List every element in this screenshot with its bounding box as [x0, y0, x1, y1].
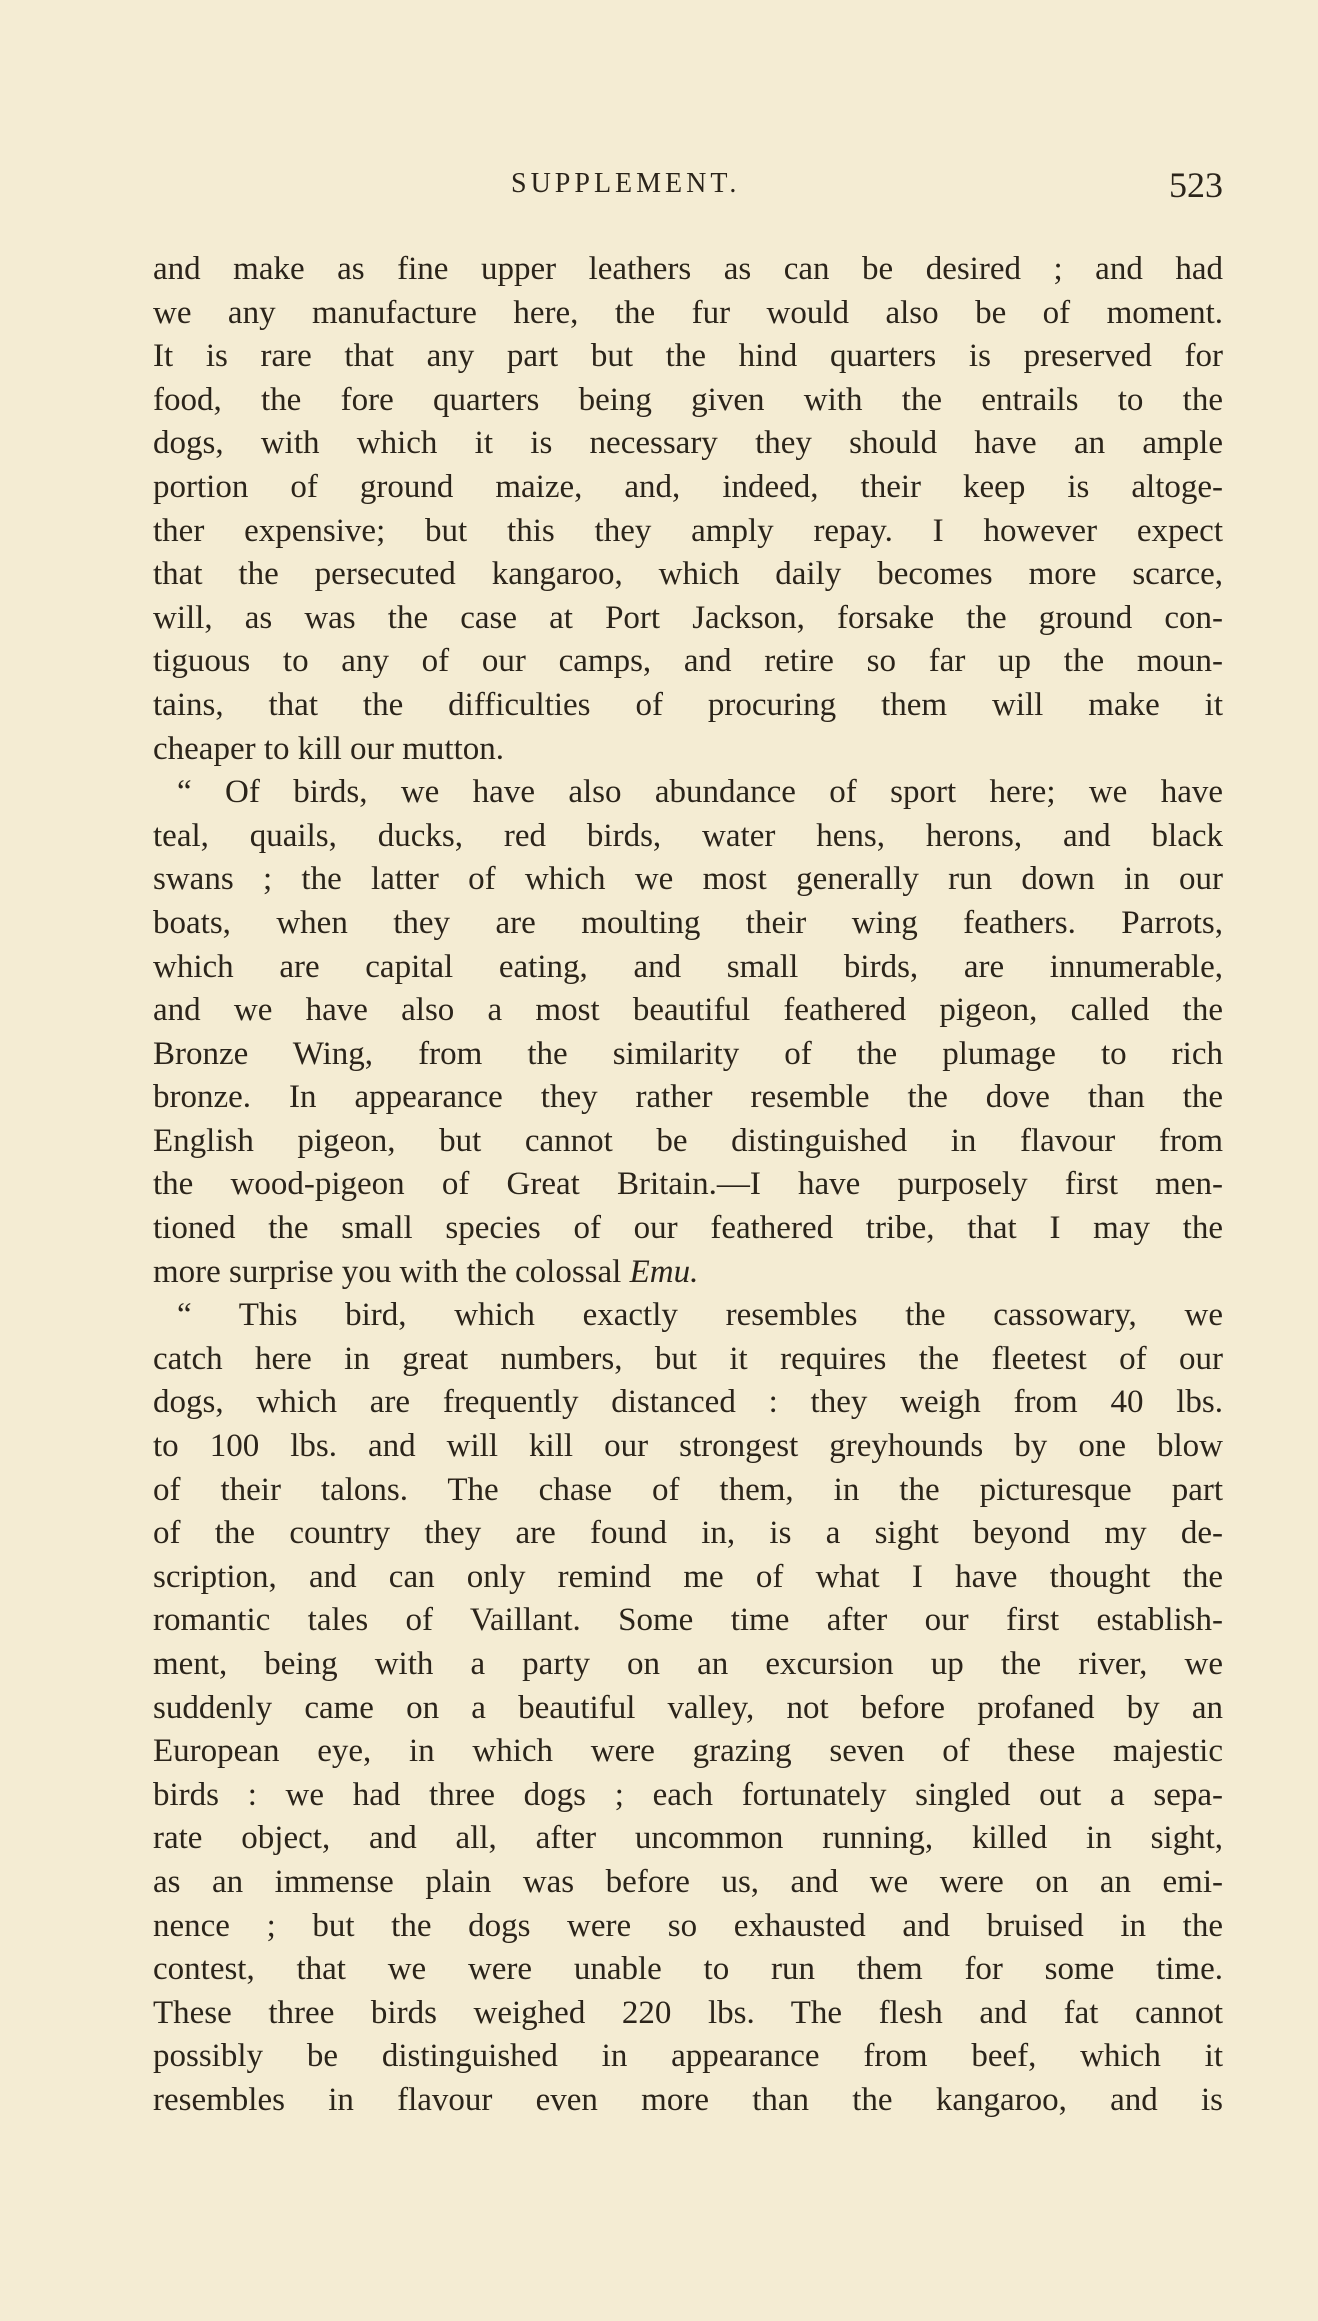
text-line	[153, 1643, 1223, 1687]
text-line-content: of the country they are found in, is a sight beyond my de-	[153, 1515, 1223, 1552]
text-line-content: rate object, and all, after uncommon running, killed in sight,	[153, 1820, 1223, 1857]
text-line-content: swans ; the latter of which we most generally run down in our	[153, 861, 1223, 898]
text-line	[153, 1817, 1223, 1861]
text-line-content: dogs, which are frequently distanced : they weigh from 40 lbs.	[153, 1384, 1223, 1421]
text-line-content: ther expensive; but this they amply repay. I however expect	[153, 512, 1223, 549]
text-line-content: teal, quails, ducks, red birds, water hens, herons, and black	[153, 817, 1223, 854]
text-line	[153, 1905, 1223, 1949]
text-line	[153, 684, 1223, 728]
text-line-content: we any manufacture here, the fur would also be of moment.	[153, 294, 1223, 331]
text-line	[153, 1599, 1223, 1643]
text-line	[153, 553, 1223, 597]
text-line-content: to 100 lbs. and will kill our strongest greyhounds by one blow	[153, 1428, 1223, 1465]
text-line-content: as an immense plain was before us, and we were on an emi-	[153, 1863, 1223, 1900]
text-line	[153, 1294, 1223, 1338]
text-line-content: and make as fine upper leathers as can be desired ; and had	[153, 251, 1223, 287]
text-line	[153, 1512, 1223, 1556]
text-line-content: birds : we had three dogs ; each fortunately singled out a sepa-	[153, 1776, 1223, 1813]
text-line-content: more surprise you with the colossal	[153, 1253, 622, 1290]
page-header	[153, 165, 1223, 212]
text-line	[153, 946, 1223, 990]
text-line	[153, 1556, 1223, 1600]
text-line	[153, 1730, 1223, 1774]
text-line-content: cheaper to kill our mutton.	[153, 730, 504, 767]
text-line-content: It is rare that any part but the hind quarters is preserved for	[153, 338, 1223, 375]
text-line	[153, 597, 1223, 641]
text-line	[153, 640, 1223, 684]
text-line	[153, 1251, 1223, 1295]
text-line-content: ment, being with a party on an excursion up the river, we	[153, 1646, 1223, 1682]
text-line-content: will, as was the case at Port Jackson, forsake the ground con-	[153, 599, 1223, 636]
text-line	[153, 1033, 1223, 1077]
text-line-content: resembles in flavour even more than the kangaroo, and is	[153, 2081, 1223, 2118]
text-line-content: European eye, in which were grazing seven of these majestic	[153, 1733, 1223, 1770]
text-line-content: food, the fore quarters being given with the entrails to the	[153, 381, 1223, 418]
text-line	[153, 1948, 1223, 1992]
text-line	[153, 1338, 1223, 1382]
text-line-content: that the persecuted kangaroo, which daily becomes more scarce,	[153, 556, 1223, 593]
text-line-content: portion of ground maize, and, indeed, their keep is altoge-	[153, 468, 1223, 505]
text-line-content: “ Of birds, we have also abundance of sport here; we have	[177, 774, 1223, 811]
text-line-content: nence ; but the dogs were so exhausted and bruised in the	[153, 1907, 1223, 1944]
text-line-content: scription, and can only remind me of what I have thought the	[153, 1558, 1223, 1595]
text-line-content: catch here in great numbers, but it requires the fleetest of our	[153, 1340, 1223, 1377]
text-line	[153, 771, 1223, 815]
text-line	[153, 728, 1223, 772]
text-line	[153, 1861, 1223, 1905]
text-line	[153, 379, 1223, 423]
emu-italic: Emu.	[629, 1253, 699, 1290]
text-line-content: These three birds weighed 220 lbs. The flesh and fat cannot	[153, 1994, 1223, 2031]
text-line-content: boats, when they are moulting their wing feathers. Parrots,	[153, 904, 1223, 941]
text-line	[153, 1425, 1223, 1469]
text-line-content: dogs, with which it is necessary they should have an ample	[153, 425, 1223, 462]
text-line-content: tains, that the difficulties of procuring them will make it	[153, 686, 1223, 723]
text-line-content: bronze. In appearance they rather resemble the dove than the	[153, 1079, 1223, 1116]
text-line	[153, 815, 1223, 859]
text-line	[153, 2035, 1223, 2079]
text-line	[153, 1992, 1223, 2036]
text-line	[153, 466, 1223, 510]
text-line-content: and we have also a most beautiful feathered pigeon, called the	[153, 992, 1223, 1029]
text-line	[153, 1163, 1223, 1207]
text-line	[153, 292, 1223, 336]
text-line	[153, 1381, 1223, 1425]
text-line-content: possibly be distinguished in appearance from beef, which it	[153, 2038, 1223, 2075]
text-line	[153, 248, 1223, 292]
text-line-content: English pigeon, but cannot be distinguished in flavour from	[153, 1122, 1223, 1159]
running-title: SUPPLEMENT.	[511, 168, 741, 199]
text-line	[153, 1687, 1223, 1731]
text-line-content: of their talons. The chase of them, in the picturesque part	[153, 1471, 1223, 1508]
text-line	[153, 510, 1223, 554]
text-line-content: suddenly came on a beautiful valley, not before profaned by an	[153, 1689, 1223, 1726]
text-line	[153, 902, 1223, 946]
text-line	[153, 1207, 1223, 1251]
text-line	[153, 1076, 1223, 1120]
text-line	[153, 335, 1223, 379]
text-line-content: contest, that we were unable to run them for some time.	[153, 1951, 1223, 1988]
text-line	[153, 2079, 1223, 2123]
text-line-content: which are capital eating, and small birds, are innumerable,	[153, 948, 1223, 985]
text-line-content: romantic tales of Vaillant. Some time after our first establish-	[153, 1602, 1223, 1639]
text-line	[153, 858, 1223, 902]
page-body	[153, 248, 1223, 2123]
text-line-content: tioned the small species of our feathered tribe, that I may the	[153, 1210, 1223, 1247]
text-line	[153, 1774, 1223, 1818]
text-line	[153, 1469, 1223, 1513]
text-line	[153, 422, 1223, 466]
page-number: 523	[1169, 165, 1223, 205]
text-line-content: Bronze Wing, from the similarity of the plumage to rich	[153, 1035, 1223, 1072]
text-line	[153, 1120, 1223, 1164]
text-line-content: the wood-pigeon of Great Britain.—I have purposely first men-	[153, 1166, 1223, 1203]
text-line-content: “ This bird, which exactly resembles the cassowary, we	[177, 1297, 1223, 1334]
text-line	[153, 989, 1223, 1033]
text-line-content: tiguous to any of our camps, and retire so far up the moun-	[153, 643, 1223, 680]
